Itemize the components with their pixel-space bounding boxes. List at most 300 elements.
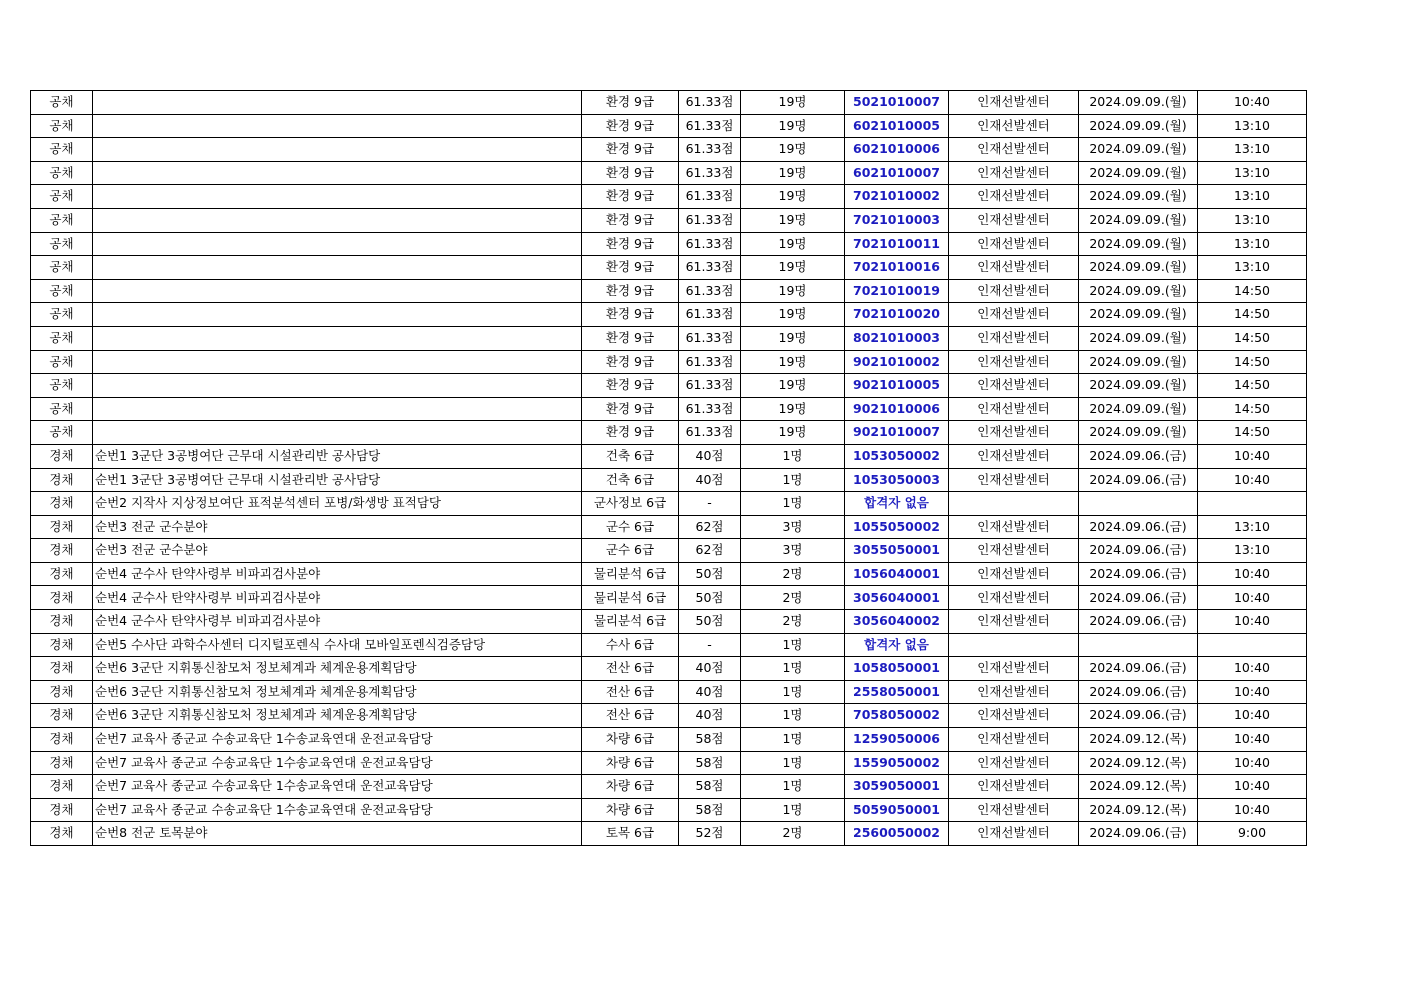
recruit-type-cell: 경채	[31, 633, 93, 657]
grade-cell: 수사 6급	[582, 633, 679, 657]
exam-number-cell: 5021010007	[845, 91, 949, 115]
recruit-type-cell: 경채	[31, 468, 93, 492]
exam-number-cell: 1259050006	[845, 728, 949, 752]
department-cell: 순번6 3군단 지휘통신참모처 정보체계과 체계운용계획담당	[93, 680, 582, 704]
time-cell	[1198, 492, 1307, 516]
grade-cell: 차량 6급	[582, 751, 679, 775]
cutoff-score-cell: 61.33점	[679, 208, 741, 232]
date-cell: 2024.09.06.(금)	[1079, 468, 1198, 492]
cutoff-score-cell: 58점	[679, 751, 741, 775]
table-row	[31, 728, 1307, 752]
date-cell: 2024.09.12.(목)	[1079, 728, 1198, 752]
date-cell: 2024.09.09.(월)	[1079, 185, 1198, 209]
table-row	[31, 208, 1307, 232]
venue-cell	[949, 633, 1079, 657]
grade-cell: 환경 9급	[582, 350, 679, 374]
cutoff-score-cell: 61.33점	[679, 114, 741, 138]
date-cell: 2024.09.12.(목)	[1079, 751, 1198, 775]
time-cell: 10:40	[1198, 798, 1307, 822]
time-cell: 10:40	[1198, 444, 1307, 468]
date-cell: 2024.09.06.(금)	[1079, 539, 1198, 563]
date-cell: 2024.09.06.(금)	[1079, 444, 1198, 468]
table-row	[31, 798, 1307, 822]
grade-cell: 환경 9급	[582, 326, 679, 350]
exam-number-cell: 2560050002	[845, 822, 949, 846]
selected-count-cell: 1명	[741, 468, 845, 492]
department-cell: 순번2 지작사 지상정보여단 표적분석센터 포병/화생방 표적담당	[93, 492, 582, 516]
cutoff-score-cell: 50점	[679, 562, 741, 586]
table-row	[31, 397, 1307, 421]
recruit-type-cell: 공채	[31, 208, 93, 232]
date-cell: 2024.09.09.(월)	[1079, 326, 1198, 350]
selected-count-cell: 19명	[741, 397, 845, 421]
recruit-type-cell: 공채	[31, 232, 93, 256]
selected-count-cell: 1명	[741, 728, 845, 752]
recruit-type-cell: 공채	[31, 326, 93, 350]
exam-number-cell: 합격자 없음	[845, 633, 949, 657]
selected-count-cell: 19명	[741, 326, 845, 350]
exam-number-cell: 9021010006	[845, 397, 949, 421]
selected-count-cell: 1명	[741, 444, 845, 468]
table-row	[31, 492, 1307, 516]
selected-count-cell: 1명	[741, 798, 845, 822]
recruit-type-cell: 경채	[31, 562, 93, 586]
table-row	[31, 91, 1307, 115]
results-table	[30, 90, 1307, 846]
exam-number-cell: 6021010005	[845, 114, 949, 138]
selected-count-cell: 19명	[741, 374, 845, 398]
venue-cell: 인재선발센터	[949, 114, 1079, 138]
date-cell: 2024.09.06.(금)	[1079, 515, 1198, 539]
time-cell: 14:50	[1198, 350, 1307, 374]
table-row	[31, 303, 1307, 327]
selected-count-cell: 19명	[741, 138, 845, 162]
cutoff-score-cell: 61.33점	[679, 161, 741, 185]
time-cell: 10:40	[1198, 680, 1307, 704]
department-cell: 순번4 군수사 탄약사령부 비파괴검사분야	[93, 586, 582, 610]
selected-count-cell: 3명	[741, 515, 845, 539]
venue-cell: 인재선발센터	[949, 208, 1079, 232]
recruit-type-cell: 경채	[31, 539, 93, 563]
grade-cell: 전산 6급	[582, 680, 679, 704]
grade-cell: 환경 9급	[582, 114, 679, 138]
table-row	[31, 350, 1307, 374]
venue-cell: 인재선발센터	[949, 444, 1079, 468]
selected-count-cell: 1명	[741, 704, 845, 728]
cutoff-score-cell: 61.33점	[679, 232, 741, 256]
recruit-type-cell: 경채	[31, 444, 93, 468]
selected-count-cell: 2명	[741, 562, 845, 586]
grade-cell: 환경 9급	[582, 374, 679, 398]
grade-cell: 토목 6급	[582, 822, 679, 846]
recruit-type-cell: 경채	[31, 515, 93, 539]
exam-number-cell: 2558050001	[845, 680, 949, 704]
department-cell	[93, 279, 582, 303]
department-cell: 순번1 3군단 3공병여단 근무대 시설관리반 공사담당	[93, 444, 582, 468]
exam-number-cell: 1058050001	[845, 657, 949, 681]
grade-cell: 환경 9급	[582, 232, 679, 256]
department-cell	[93, 161, 582, 185]
recruit-type-cell: 경채	[31, 822, 93, 846]
table-row	[31, 822, 1307, 846]
department-cell	[93, 114, 582, 138]
cutoff-score-cell: 61.33점	[679, 326, 741, 350]
cutoff-score-cell: 40점	[679, 704, 741, 728]
grade-cell: 차량 6급	[582, 798, 679, 822]
grade-cell: 환경 9급	[582, 256, 679, 280]
time-cell: 10:40	[1198, 586, 1307, 610]
recruit-type-cell: 경채	[31, 586, 93, 610]
venue-cell: 인재선발센터	[949, 303, 1079, 327]
cutoff-score-cell: 40점	[679, 444, 741, 468]
date-cell: 2024.09.12.(목)	[1079, 775, 1198, 799]
date-cell: 2024.09.09.(월)	[1079, 256, 1198, 280]
table-body	[31, 91, 1307, 846]
venue-cell: 인재선발센터	[949, 138, 1079, 162]
cutoff-score-cell: 40점	[679, 468, 741, 492]
date-cell: 2024.09.09.(월)	[1079, 374, 1198, 398]
cutoff-score-cell: 62점	[679, 515, 741, 539]
table-row	[31, 256, 1307, 280]
time-cell: 14:50	[1198, 326, 1307, 350]
grade-cell: 군사정보 6급	[582, 492, 679, 516]
department-cell: 순번3 전군 군수분야	[93, 539, 582, 563]
department-cell: 순번8 전군 토목분야	[93, 822, 582, 846]
venue-cell: 인재선발센터	[949, 185, 1079, 209]
grade-cell: 환경 9급	[582, 279, 679, 303]
cutoff-score-cell: 40점	[679, 680, 741, 704]
exam-number-cell: 7021010011	[845, 232, 949, 256]
exam-number-cell: 3056040002	[845, 610, 949, 634]
grade-cell: 물리분석 6급	[582, 562, 679, 586]
date-cell: 2024.09.09.(월)	[1079, 350, 1198, 374]
time-cell: 13:10	[1198, 161, 1307, 185]
venue-cell: 인재선발센터	[949, 657, 1079, 681]
recruit-type-cell: 공채	[31, 256, 93, 280]
cutoff-score-cell: 61.33점	[679, 91, 741, 115]
grade-cell: 환경 9급	[582, 303, 679, 327]
cutoff-score-cell: 61.33점	[679, 279, 741, 303]
cutoff-score-cell: 61.33점	[679, 303, 741, 327]
recruit-type-cell: 공채	[31, 185, 93, 209]
exam-number-cell: 5059050001	[845, 798, 949, 822]
exam-number-cell: 7021010020	[845, 303, 949, 327]
exam-number-cell: 6021010006	[845, 138, 949, 162]
grade-cell: 환경 9급	[582, 138, 679, 162]
cutoff-score-cell: 62점	[679, 539, 741, 563]
department-cell	[93, 256, 582, 280]
date-cell: 2024.09.06.(금)	[1079, 657, 1198, 681]
grade-cell: 전산 6급	[582, 704, 679, 728]
date-cell	[1079, 492, 1198, 516]
time-cell: 14:50	[1198, 374, 1307, 398]
grade-cell: 환경 9급	[582, 397, 679, 421]
time-cell: 10:40	[1198, 610, 1307, 634]
table-row	[31, 326, 1307, 350]
grade-cell: 건축 6급	[582, 444, 679, 468]
time-cell: 14:50	[1198, 303, 1307, 327]
department-cell	[93, 350, 582, 374]
grade-cell: 환경 9급	[582, 421, 679, 445]
exam-number-cell: 7021010019	[845, 279, 949, 303]
cutoff-score-cell: 61.33점	[679, 421, 741, 445]
grade-cell: 환경 9급	[582, 208, 679, 232]
department-cell	[93, 326, 582, 350]
venue-cell: 인재선발센터	[949, 232, 1079, 256]
department-cell	[93, 232, 582, 256]
grade-cell: 건축 6급	[582, 468, 679, 492]
grade-cell: 군수 6급	[582, 515, 679, 539]
selected-count-cell: 19명	[741, 350, 845, 374]
date-cell: 2024.09.06.(금)	[1079, 822, 1198, 846]
recruit-type-cell: 공채	[31, 397, 93, 421]
date-cell: 2024.09.06.(금)	[1079, 704, 1198, 728]
recruit-type-cell: 경채	[31, 610, 93, 634]
cutoff-score-cell: 58점	[679, 798, 741, 822]
recruit-type-cell: 경채	[31, 798, 93, 822]
cutoff-score-cell: 52점	[679, 822, 741, 846]
selected-count-cell: 1명	[741, 633, 845, 657]
venue-cell: 인재선발센터	[949, 798, 1079, 822]
date-cell: 2024.09.06.(금)	[1079, 562, 1198, 586]
recruit-type-cell: 경채	[31, 657, 93, 681]
time-cell: 10:40	[1198, 468, 1307, 492]
time-cell: 13:10	[1198, 232, 1307, 256]
department-cell: 순번6 3군단 지휘통신참모처 정보체계과 체계운용계획담당	[93, 657, 582, 681]
grade-cell: 차량 6급	[582, 775, 679, 799]
time-cell: 9:00	[1198, 822, 1307, 846]
venue-cell: 인재선발센터	[949, 326, 1079, 350]
time-cell: 10:40	[1198, 728, 1307, 752]
recruit-type-cell: 경채	[31, 775, 93, 799]
recruit-type-cell: 경채	[31, 680, 93, 704]
exam-number-cell: 7021010002	[845, 185, 949, 209]
recruit-type-cell: 공채	[31, 303, 93, 327]
cutoff-score-cell: 61.33점	[679, 256, 741, 280]
grade-cell: 환경 9급	[582, 185, 679, 209]
cutoff-score-cell: 61.33점	[679, 397, 741, 421]
selected-count-cell: 1명	[741, 657, 845, 681]
cutoff-score-cell: 58점	[679, 728, 741, 752]
selected-count-cell: 19명	[741, 279, 845, 303]
date-cell: 2024.09.09.(월)	[1079, 397, 1198, 421]
selected-count-cell: 19명	[741, 421, 845, 445]
table-row	[31, 444, 1307, 468]
grade-cell: 물리분석 6급	[582, 586, 679, 610]
venue-cell: 인재선발센터	[949, 374, 1079, 398]
selected-count-cell: 19명	[741, 185, 845, 209]
table-row	[31, 232, 1307, 256]
table-row	[31, 138, 1307, 162]
exam-number-cell: 1055050002	[845, 515, 949, 539]
exam-number-cell: 7021010003	[845, 208, 949, 232]
date-cell	[1079, 633, 1198, 657]
recruit-type-cell: 공채	[31, 374, 93, 398]
recruit-type-cell: 공채	[31, 161, 93, 185]
venue-cell: 인재선발센터	[949, 515, 1079, 539]
exam-number-cell: 9021010005	[845, 374, 949, 398]
date-cell: 2024.09.12.(목)	[1079, 798, 1198, 822]
venue-cell: 인재선발센터	[949, 775, 1079, 799]
selected-count-cell: 2명	[741, 822, 845, 846]
selected-count-cell: 19명	[741, 114, 845, 138]
department-cell: 순번6 3군단 지휘통신참모처 정보체계과 체계운용계획담당	[93, 704, 582, 728]
grade-cell: 차량 6급	[582, 728, 679, 752]
cutoff-score-cell: 61.33점	[679, 374, 741, 398]
time-cell: 10:40	[1198, 775, 1307, 799]
time-cell: 14:50	[1198, 279, 1307, 303]
selected-count-cell: 1명	[741, 751, 845, 775]
venue-cell: 인재선발센터	[949, 279, 1079, 303]
exam-number-cell: 3059050001	[845, 775, 949, 799]
cutoff-score-cell: -	[679, 492, 741, 516]
table-row	[31, 633, 1307, 657]
table-row	[31, 468, 1307, 492]
department-cell: 순번5 수사단 과학수사센터 디지털포렌식 수사대 모바일포렌식검증담당	[93, 633, 582, 657]
exam-number-cell: 7058050002	[845, 704, 949, 728]
venue-cell: 인재선발센터	[949, 562, 1079, 586]
department-cell	[93, 185, 582, 209]
venue-cell: 인재선발센터	[949, 421, 1079, 445]
exam-number-cell: 9021010002	[845, 350, 949, 374]
time-cell: 10:40	[1198, 91, 1307, 115]
exam-number-cell: 1053050002	[845, 444, 949, 468]
date-cell: 2024.09.09.(월)	[1079, 138, 1198, 162]
department-cell	[93, 91, 582, 115]
table-row	[31, 185, 1307, 209]
time-cell: 13:10	[1198, 539, 1307, 563]
recruit-type-cell: 공채	[31, 279, 93, 303]
recruit-type-cell: 경채	[31, 704, 93, 728]
table-row	[31, 586, 1307, 610]
department-cell: 순번7 교육사 종군교 수송교육단 1수송교육연대 운전교육담당	[93, 775, 582, 799]
cutoff-score-cell: 61.33점	[679, 138, 741, 162]
date-cell: 2024.09.06.(금)	[1079, 586, 1198, 610]
recruit-type-cell: 경채	[31, 751, 93, 775]
venue-cell: 인재선발센터	[949, 610, 1079, 634]
table-row	[31, 610, 1307, 634]
table-row	[31, 562, 1307, 586]
cutoff-score-cell: 50점	[679, 610, 741, 634]
department-cell	[93, 421, 582, 445]
selected-count-cell: 3명	[741, 539, 845, 563]
time-cell: 10:40	[1198, 562, 1307, 586]
selected-count-cell: 2명	[741, 610, 845, 634]
selected-count-cell: 19명	[741, 303, 845, 327]
date-cell: 2024.09.09.(월)	[1079, 279, 1198, 303]
table-row	[31, 515, 1307, 539]
date-cell: 2024.09.06.(금)	[1079, 610, 1198, 634]
grade-cell: 환경 9급	[582, 91, 679, 115]
table-row	[31, 657, 1307, 681]
time-cell	[1198, 633, 1307, 657]
department-cell	[93, 397, 582, 421]
table-row	[31, 279, 1307, 303]
cutoff-score-cell: 58점	[679, 775, 741, 799]
time-cell: 10:40	[1198, 704, 1307, 728]
recruit-type-cell: 공채	[31, 350, 93, 374]
selected-count-cell: 19명	[741, 256, 845, 280]
venue-cell: 인재선발센터	[949, 822, 1079, 846]
department-cell: 순번7 교육사 종군교 수송교육단 1수송교육연대 운전교육담당	[93, 751, 582, 775]
selected-count-cell: 19명	[741, 208, 845, 232]
department-cell	[93, 208, 582, 232]
time-cell: 13:10	[1198, 256, 1307, 280]
selected-count-cell: 2명	[741, 586, 845, 610]
department-cell	[93, 303, 582, 327]
selected-count-cell: 1명	[741, 492, 845, 516]
table-row	[31, 421, 1307, 445]
time-cell: 10:40	[1198, 657, 1307, 681]
venue-cell	[949, 492, 1079, 516]
time-cell: 13:10	[1198, 208, 1307, 232]
table-row	[31, 114, 1307, 138]
exam-number-cell: 1053050003	[845, 468, 949, 492]
table-row	[31, 751, 1307, 775]
table-row	[31, 539, 1307, 563]
venue-cell: 인재선발센터	[949, 728, 1079, 752]
table-row	[31, 704, 1307, 728]
time-cell: 10:40	[1198, 751, 1307, 775]
date-cell: 2024.09.09.(월)	[1079, 91, 1198, 115]
venue-cell: 인재선발센터	[949, 751, 1079, 775]
department-cell	[93, 138, 582, 162]
department-cell: 순번4 군수사 탄약사령부 비파괴검사분야	[93, 562, 582, 586]
time-cell: 14:50	[1198, 421, 1307, 445]
recruit-type-cell: 공채	[31, 421, 93, 445]
recruit-type-cell: 경채	[31, 492, 93, 516]
department-cell	[93, 374, 582, 398]
exam-number-cell: 6021010007	[845, 161, 949, 185]
time-cell: 13:10	[1198, 138, 1307, 162]
exam-number-cell: 1559050002	[845, 751, 949, 775]
exam-number-cell: 9021010007	[845, 421, 949, 445]
exam-number-cell: 7021010016	[845, 256, 949, 280]
venue-cell: 인재선발센터	[949, 397, 1079, 421]
venue-cell: 인재선발센터	[949, 680, 1079, 704]
venue-cell: 인재선발센터	[949, 350, 1079, 374]
grade-cell: 전산 6급	[582, 657, 679, 681]
recruit-type-cell: 경채	[31, 728, 93, 752]
exam-number-cell: 3056040001	[845, 586, 949, 610]
cutoff-score-cell: 61.33점	[679, 350, 741, 374]
table-row	[31, 161, 1307, 185]
time-cell: 13:10	[1198, 114, 1307, 138]
grade-cell: 물리분석 6급	[582, 610, 679, 634]
department-cell: 순번3 전군 군수분야	[93, 515, 582, 539]
department-cell: 순번7 교육사 종군교 수송교육단 1수송교육연대 운전교육담당	[93, 798, 582, 822]
date-cell: 2024.09.09.(월)	[1079, 232, 1198, 256]
selected-count-cell: 1명	[741, 775, 845, 799]
venue-cell: 인재선발센터	[949, 586, 1079, 610]
venue-cell: 인재선발센터	[949, 704, 1079, 728]
venue-cell: 인재선발센터	[949, 539, 1079, 563]
selected-count-cell: 19명	[741, 161, 845, 185]
table-row	[31, 680, 1307, 704]
exam-number-cell: 8021010003	[845, 326, 949, 350]
selected-count-cell: 19명	[741, 91, 845, 115]
date-cell: 2024.09.09.(월)	[1079, 208, 1198, 232]
table-row	[31, 374, 1307, 398]
time-cell: 13:10	[1198, 515, 1307, 539]
exam-number-cell: 1056040001	[845, 562, 949, 586]
cutoff-score-cell: 40점	[679, 657, 741, 681]
selected-count-cell: 1명	[741, 680, 845, 704]
recruit-type-cell: 공채	[31, 114, 93, 138]
date-cell: 2024.09.09.(월)	[1079, 114, 1198, 138]
date-cell: 2024.09.09.(월)	[1079, 161, 1198, 185]
department-cell: 순번7 교육사 종군교 수송교육단 1수송교육연대 운전교육담당	[93, 728, 582, 752]
